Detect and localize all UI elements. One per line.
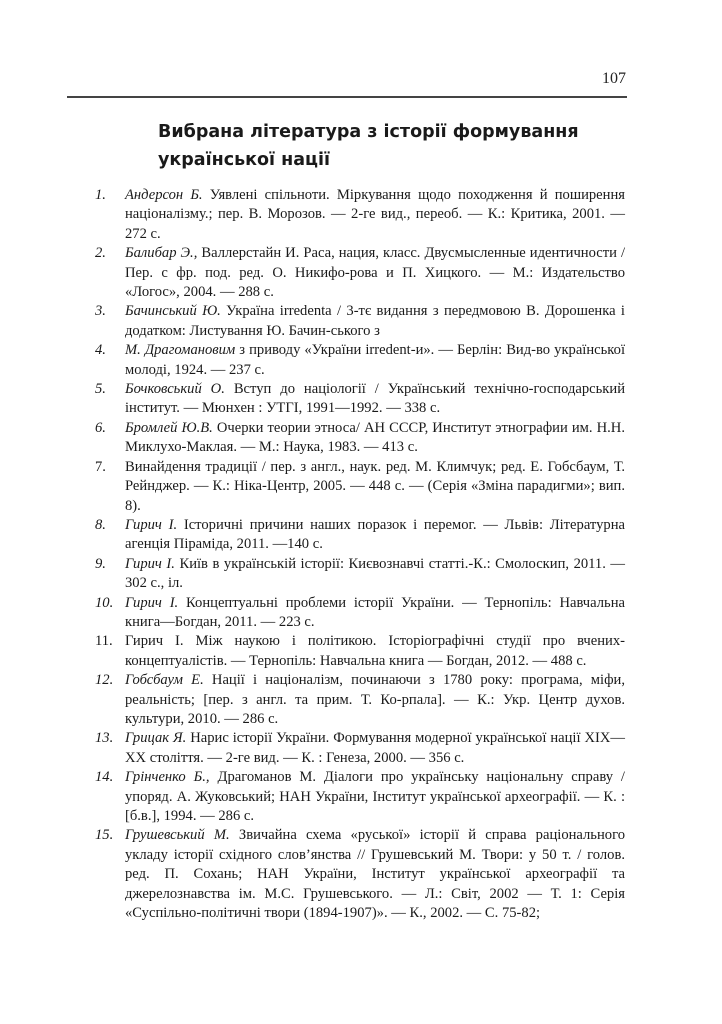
entry-author: Грицак Я. xyxy=(125,730,187,747)
entry-author: Бочковський О. xyxy=(125,381,225,398)
entry-author: Грінченко Б., xyxy=(125,769,210,786)
entry-number: 9. xyxy=(95,555,106,572)
bibliography-entry xyxy=(95,380,625,419)
entry-text: Україна irredenta / 3-тє видання з передмовою В. Дорошенка і додатком: Листування Ю. Бачин-ського з xyxy=(125,303,625,339)
section-heading: Вибрана література з історії формування української нації xyxy=(158,122,579,170)
entry-author: М. Драгомановим xyxy=(125,342,236,359)
entry-number: 5. xyxy=(95,381,106,398)
entry-text: Звичайна схема «руської» історії й справа раціонального укладу історії східного слов’янства // Грушевський М. Твори: у 50 т. / голов. ред. П. Сохань; НАН України, Інститут української археографії та джерелознавства ім. М.С. Грушевського. — Л.: Світ, 2002 — Т. 1: Серія «Суспільно-політичні твори (1894-1907)». — К., 2002. — С. 75-82; xyxy=(125,827,625,922)
entry-author: Бачинський Ю. xyxy=(125,303,221,320)
entry-number: 8. xyxy=(95,516,106,533)
entry-text: Драгоманов М. Діалоги про українську національну справу / упоряд. А. Жуковський; НАН України, Інститут української археографії. — К. : [б.в.], 1994. — 286 с. xyxy=(125,769,625,824)
bibliography-entry xyxy=(95,594,625,633)
entry-body xyxy=(125,341,625,380)
page-number: 107 xyxy=(602,70,626,87)
entry-number: 3. xyxy=(95,303,106,320)
entry-number: 11. xyxy=(95,633,113,650)
bibliography-entry xyxy=(95,671,625,729)
entry-body xyxy=(125,555,625,594)
entry-number: 6. xyxy=(95,419,106,436)
entry-author: Грушевський М. xyxy=(125,827,230,844)
entry-body xyxy=(125,671,625,729)
entry-number: 13. xyxy=(95,730,114,747)
entry-body xyxy=(125,826,625,923)
entry-number: 14. xyxy=(95,769,114,786)
entry-body xyxy=(125,244,625,302)
bibliography-entry xyxy=(95,458,625,516)
entry-number: 1. xyxy=(95,187,106,203)
bibliography-entry xyxy=(95,632,625,671)
entry-number: 4. xyxy=(95,342,106,359)
entry-number: 15. xyxy=(95,827,114,844)
entry-number: 10. xyxy=(95,594,114,611)
entry-body xyxy=(125,419,625,458)
entry-text: Очерки теории этноса/ АН СССР, Институт этнографии им. Н.Н. Миклухо-Маклая. — М.: Наука, 1983. — 413 с. xyxy=(125,419,625,456)
bibliography-entry xyxy=(95,729,625,768)
entry-body xyxy=(125,186,625,244)
bibliography-entry xyxy=(95,244,625,302)
entry-author: Гирич І. xyxy=(125,594,179,611)
entry-author: Гирич І. xyxy=(125,516,178,533)
entry-text: Валлерстайн И. Раса, нация, класс. Двусмысленные идентичности / Пер. с фр. под. ред. О. Никифо-рова и П. Хицкого. — М.: Издательство «Логос», 2004. — 288 с. xyxy=(125,245,626,301)
entry-body xyxy=(125,632,625,671)
bibliography-list xyxy=(95,186,625,923)
entry-author: Гобсбаум Е. xyxy=(125,672,204,689)
bibliography-entry xyxy=(95,341,625,380)
bibliography-entry xyxy=(95,302,625,341)
entry-text: Концептуальні проблеми історії України. — Тернопіль: Навчальна книга—Богдан, 2011. — 223 с. xyxy=(125,594,625,630)
bibliography-entry xyxy=(95,516,625,555)
entry-text: з приводу «України irredent-и». — Берлін: Вид-во української молоді, 1924. — 237 с. xyxy=(125,342,626,378)
entry-number: 12. xyxy=(95,672,114,689)
entry-text: Вступ до націології / Український технічно-господарський інститут. — Мюнхен : УТГІ, 1991—1992. — 338 с. xyxy=(125,381,625,417)
entry-body xyxy=(125,594,625,633)
entry-number: 7. xyxy=(95,458,106,475)
entry-author: Андерсон Б. xyxy=(125,187,203,203)
entry-body xyxy=(125,458,625,516)
entry-body xyxy=(125,380,625,419)
entry-body xyxy=(125,302,625,341)
entry-text: Гирич І. Між наукою і політикою. Історіографічні студії про вчених-концептуалістів. — Тернопіль: Навчальна книга — Богдан, 2012. — 488 с. xyxy=(125,633,625,669)
entry-text: Нарис історії України. Формування модерної української нації ХІХ—ХХ століття. — 2-ге вид. — К. : Генеза, 2000. — 356 с. xyxy=(125,730,625,766)
entry-author: Гирич І. xyxy=(125,555,175,572)
bibliography-entry xyxy=(95,768,625,826)
entry-text: Уявлені спільноти. Міркування щодо походження й поширення націоналізму.; пер. В. Морозов. — 2-ге вид., переоб. — К.: Критика, 2001. — 272 с. xyxy=(125,187,625,242)
entry-text: Київ в українській історії: Києвознавчі статті.-К.: Смолоскип, 2011. — 302 с., іл. xyxy=(125,555,625,592)
entry-number: 2. xyxy=(95,245,106,262)
entry-author: Балибар Э., xyxy=(125,245,198,262)
entry-text: Винайдення традиції / пер. з англ., наук. ред. М. Климчук; ред. Е. Гобсбаум, Т. Рейнджер. — К.: Ніка-Центр, 2005. — 448 с. — (Серія «Зміна парадигми»; вип. 8). xyxy=(125,458,625,514)
bibliography-entry xyxy=(95,555,625,594)
entry-body xyxy=(125,768,625,826)
bibliography-entry xyxy=(95,186,625,244)
header-rule xyxy=(67,96,627,98)
entry-text: Історичні причини наших поразок і перемог. — Львів: Літературна агенція Піраміда, 2011. —140 с. xyxy=(125,516,625,553)
entry-author: Бромлей Ю.В. xyxy=(125,419,213,436)
entry-body xyxy=(125,516,625,555)
entry-text: Нації і націоналізм, починаючи з 1780 року: програма, міфи, реальність; [пер. з англ. та прим. Т. Ко-рпала]. — К.: Укр. Центр духов. культури, 2010. — 286 с. xyxy=(125,672,625,727)
bibliography-entry xyxy=(95,826,625,923)
entry-body xyxy=(125,729,625,768)
bibliography-entry xyxy=(95,419,625,458)
